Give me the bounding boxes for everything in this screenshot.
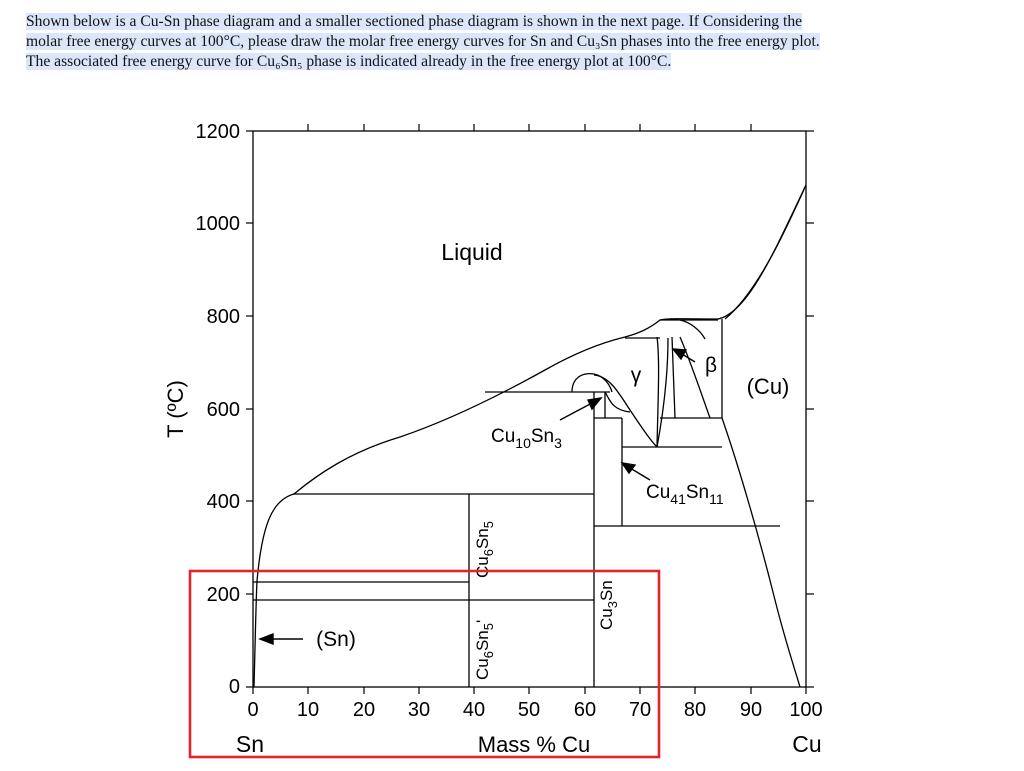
cu10sn3-label: $Cu_{10}Sn_3$ <box>491 426 562 451</box>
plot-frame <box>253 131 806 687</box>
cu3sn-label: $Cu_3Sn$ <box>597 580 620 630</box>
prompt-line-2: molar free energy curves at 100°C, please draw the molar free energy curves for Sn and Cu₃Sn phases into the free energy plot. <box>26 33 820 50</box>
x-tick-label: 80 <box>683 699 707 721</box>
x-tick-label: 20 <box>352 699 376 721</box>
x-tick-label: 70 <box>628 699 652 721</box>
cu41sn11-label: $Cu_{41}Sn_{11}$ <box>646 482 724 507</box>
y-tick-label: 600 <box>206 399 240 421</box>
prompt-line-1: Shown below is a Cu-Sn phase diagram and a smaller sectioned phase diagram is shown in the next page. If Considering the <box>26 13 803 30</box>
cu-phase-label: (Cu) <box>746 374 790 399</box>
x-axis-left-element: Sn <box>235 731 265 757</box>
beta-label: β <box>704 354 718 377</box>
x-tick-label: 90 <box>739 699 763 721</box>
x-axis-label: Mass % Cu <box>477 732 591 757</box>
y-tick-label: 200 <box>206 584 240 606</box>
cu6sn5-label: $Cu_6Sn_5$ <box>473 521 496 578</box>
axis-ticks <box>246 124 814 694</box>
cu6sn5-prime-label: $Cu_6Sn_5'$ <box>473 619 496 680</box>
sn-phase-label: (Sn) <box>316 628 356 651</box>
y-axis-label: T (ºC) <box>163 380 188 438</box>
x-tick-label: 100 <box>789 699 823 721</box>
x-tick-label: 10 <box>296 699 320 721</box>
x-tick-label: 30 <box>407 699 431 721</box>
y-tick-label: 400 <box>206 491 240 513</box>
y-tick-label: 1200 <box>195 121 240 143</box>
y-tick-label: 0 <box>228 676 240 698</box>
x-tick-label: 60 <box>573 699 597 721</box>
x-tick-label: 40 <box>462 699 486 721</box>
y-tick-label: 1000 <box>195 213 240 235</box>
x-tick-label: 50 <box>517 699 541 721</box>
highlight-box <box>190 571 659 757</box>
gamma-label: γ <box>630 364 642 387</box>
prompt-line-3: The associated free energy curve for Cu₆Sn₅ phase is indicated already in the free energy plot at 100°C. <box>26 53 672 70</box>
y-tick-label: 800 <box>206 306 240 328</box>
x-tick-label: 0 <box>247 699 259 721</box>
liquid-label: Liquid <box>441 239 503 265</box>
x-axis-right-element: Cu <box>792 731 822 757</box>
